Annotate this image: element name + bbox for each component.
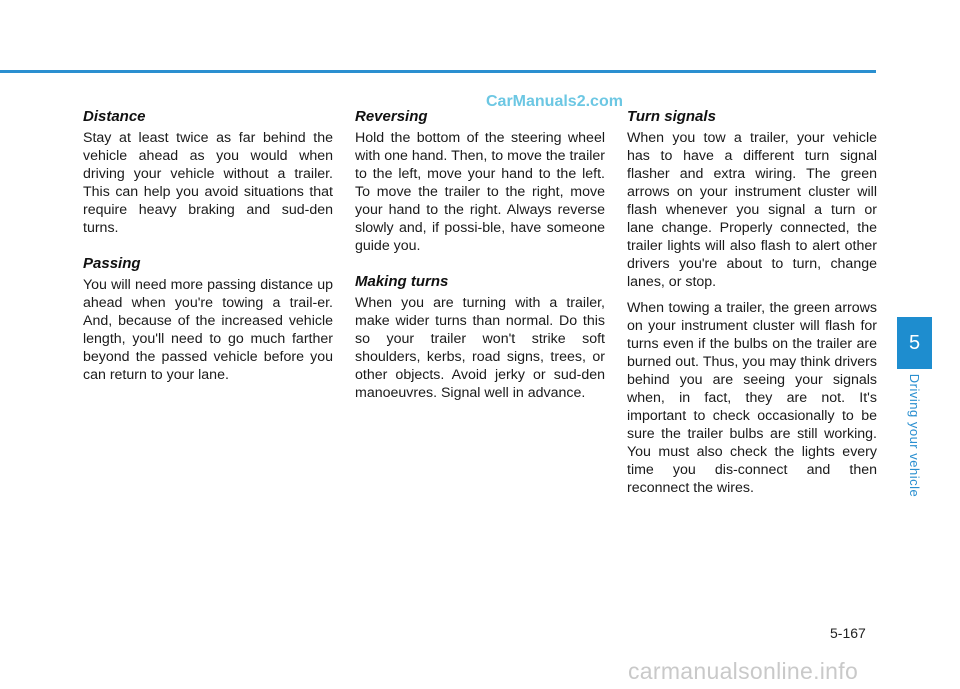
page-number: 5-167 xyxy=(830,625,866,641)
section-paragraph: You will need more passing distance up ahead when you're towing a trail-er. And, because of the increased vehicle length, you'll need to go much farther beyond the passed vehicle before you can return to your lane. xyxy=(83,277,333,383)
section-paragraph: When towing a trailer, the green arrows on your instrument cluster will flash for turns even if the bulbs on the trailer are burned out. Thus, you may think drivers behind you are seeing your signals when, in fact, they are not. It's important to check occasionally to be sure the trailer bulbs are still working. You must also check the lights every time you dis-connect and then reconnect the wires. xyxy=(627,300,877,496)
section-paragraph: When you tow a trailer, your vehicle has to have a different turn signal flasher and extra wiring. The green arrows on your instrument cluster will flash whenever you signal a turn or lane change. Properly connected, the trailer lights will also flash to alert other drivers you're about to turn, change lanes, or stop. xyxy=(627,130,877,290)
column-2 xyxy=(355,108,605,420)
chapter-title-vertical xyxy=(897,370,932,500)
watermark-carmanuals2: CarManuals2.com xyxy=(486,93,623,110)
section-reversing xyxy=(355,108,605,255)
watermark-carmanualsonline: carmanualsonline.info xyxy=(628,658,859,684)
section-turn-signals xyxy=(627,108,877,497)
section-paragraph: When you are turning with a trailer, make wider turns than normal. Do this so your trailer won't strike soft shoulders, kerbs, road signs, trees, or other objects. Avoid jerky or sud-den manoeuvres. Signal well in advance. xyxy=(355,295,605,401)
section-heading: Making turns xyxy=(355,273,449,290)
section-heading: Reversing xyxy=(355,108,428,125)
section-making-turns xyxy=(355,273,605,402)
section-distance xyxy=(83,108,333,237)
section-paragraph: Hold the bottom of the steering wheel with one hand. Then, to move the trailer to the left, move your hand to the left. To move the trailer to the right, move your hand to the right. Always reverse slowly and, if possi-ble, have someone guide you. xyxy=(355,130,605,254)
column-3 xyxy=(627,108,877,515)
section-heading: Turn signals xyxy=(627,108,716,125)
chapter-number-tab: 5 xyxy=(897,317,932,369)
header-rule xyxy=(0,70,876,73)
section-paragraph: Stay at least twice as far behind the vehicle ahead as you would when driving your vehicle without a trailer. This can help you avoid situations that require heavy braking and sud-den turns. xyxy=(83,130,333,236)
section-heading: Passing xyxy=(83,255,141,272)
column-1 xyxy=(83,108,333,402)
chapter-title-label: Driving your vehicle xyxy=(907,373,922,497)
section-heading: Distance xyxy=(83,108,146,125)
section-passing xyxy=(83,255,333,384)
